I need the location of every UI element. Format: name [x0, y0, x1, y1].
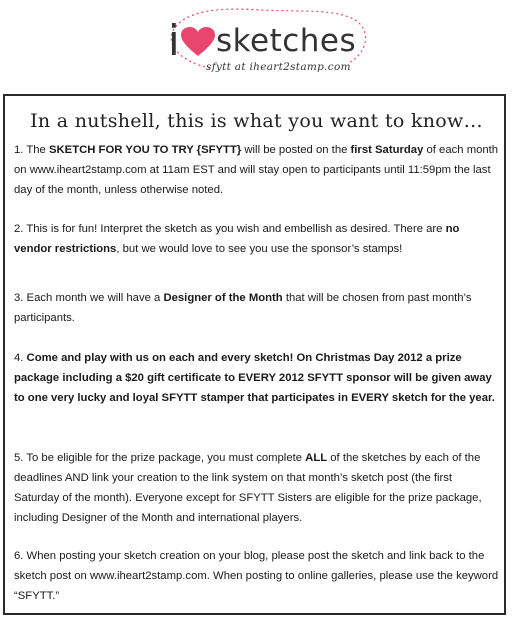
- rule-text: 6. When posting your sketch creation on your blog, please post the sketch and link back to the sketch post on www.iheart2stamp.com. When posting to online galleries, please use the keyword “SFYTT.”: [14, 550, 499, 602]
- rule-item-5: [14, 448, 500, 528]
- logo-wordmark: sketches: [216, 23, 357, 59]
- rule-item-6: [14, 546, 500, 606]
- rule-bold-text: SKETCH FOR YOU TO TRY {SFYTT}: [48, 144, 242, 156]
- logo-i-letter: i: [168, 16, 180, 65]
- rule-text: will be posted on the: [241, 144, 351, 156]
- rule-text: 5. To be eligible for the prize package, you must complete: [14, 452, 306, 464]
- rule-item-1: [14, 140, 500, 200]
- rule-text: 4.: [14, 352, 24, 364]
- rule-text: that will be chosen from past month’s participants.: [14, 292, 472, 324]
- heart-icon: [180, 26, 216, 58]
- logo: [0, 0, 513, 86]
- headline: In a nutshell, this is what you want to know…: [30, 110, 483, 132]
- logo-tagline: sfytt at iheart2stamp.com: [206, 61, 351, 73]
- rule-text: 3. Each month we will have a: [14, 292, 164, 304]
- rule-item-3: [14, 288, 500, 328]
- rule-bold-text: first Saturday: [350, 144, 424, 156]
- rule-bold-text: ALL: [305, 452, 328, 464]
- rule-text: 1. The: [14, 144, 49, 156]
- rule-text: , but we would love to see you use the sponsor’s stamps!: [116, 243, 403, 255]
- rule-text: 2. This is for fun! Interpret the sketch as you wish and embellish as desired. There are: [14, 223, 446, 235]
- rule-item-2: [14, 219, 500, 259]
- rule-bold-text: Designer of the Month: [163, 292, 283, 304]
- rule-item-4: [14, 348, 500, 408]
- rule-text: of each month on www.iheart2stamp.com at 11am EST and will stay open to participants until 11:59pm the last day of the month, unless otherwise noted.: [14, 144, 499, 196]
- rule-bold-text: no vendor restrictions: [14, 223, 460, 255]
- rule-text: of the sketches by each of the deadlines AND link your creation to the link system on that month’s sketch post (the first Saturday of the month). Everyone except for SFYTT Sisters are eligible for the prize package, including Designer of the Month and international players.: [14, 452, 482, 524]
- rule-bold-text: Come and play with us on each and every sketch! On Christmas Day 2012 a prize package including a $20 gift certificate to EVERY 2012 SFYTT sponsor will be given away to one very lucky and loyal SFYTT stamper that participates in EVERY sketch for the year.: [14, 352, 495, 404]
